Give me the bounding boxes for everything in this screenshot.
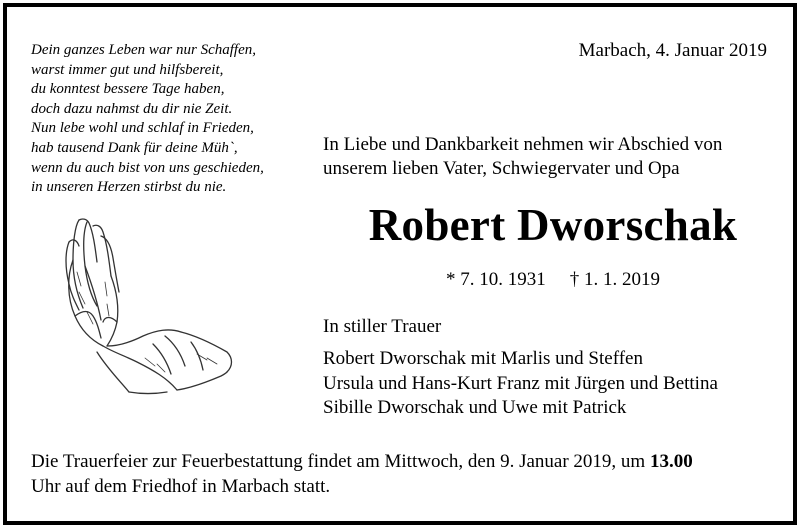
place-date: Marbach, 4. Januar 2019 bbox=[578, 40, 767, 61]
intro-text bbox=[323, 133, 783, 181]
mourner-entry: Sibille Dworschak und Uwe mit Patrick bbox=[323, 397, 627, 418]
praying-hands-icon bbox=[57, 212, 242, 402]
mourner-entry: Ursula und Hans-Kurt Franz mit Jürgen und Bettina bbox=[323, 372, 718, 394]
poem-line: doch dazu nahmst du dir nie Zeit. bbox=[31, 100, 233, 117]
mourning-label: In stiller Trauer bbox=[323, 316, 442, 337]
poem-line: Dein ganzes Leben war nur Schaffen, bbox=[31, 42, 256, 58]
life-dates bbox=[325, 269, 781, 291]
birth-date: * 7. 10. 1931 bbox=[446, 269, 546, 290]
deceased-name: Robert Dworschak bbox=[368, 200, 738, 250]
poem-line: wenn du auch bist von uns geschieden, bbox=[31, 159, 264, 176]
poem-line: hab tausend Dank für deine Müh`, bbox=[31, 139, 238, 156]
service-time: 13.00 bbox=[649, 451, 693, 472]
poem-line: du konntest bessere Tage haben, bbox=[31, 81, 225, 98]
intro-line: unserem lieben Vater, Schwiegervater und Opa bbox=[323, 158, 680, 179]
death-date: † 1. 1. 2019 bbox=[569, 269, 660, 290]
service-line: Uhr auf dem Friedhof in Marbach statt. bbox=[31, 476, 331, 497]
mourner-entry: Robert Dworschak mit Marlis und Steffen bbox=[323, 348, 643, 369]
mourners-list bbox=[323, 347, 718, 421]
poem-line: in unseren Herzen stirbst du nie. bbox=[31, 179, 227, 196]
service-text: Die Trauerfeier zur Feuerbestattung findet am Mittwoch, den 9. Januar 2019, um bbox=[31, 451, 650, 472]
service-line bbox=[31, 449, 781, 474]
obituary-frame bbox=[3, 3, 797, 525]
intro-line: In Liebe und Dankbarkeit nehmen wir Abschied von bbox=[323, 134, 723, 155]
service-announcement bbox=[31, 449, 781, 499]
poem-line: warst immer gut und hilfsbereit, bbox=[31, 61, 224, 78]
poem-line: Nun lebe wohl und schlaf in Frieden, bbox=[31, 120, 254, 137]
poem bbox=[31, 41, 321, 198]
